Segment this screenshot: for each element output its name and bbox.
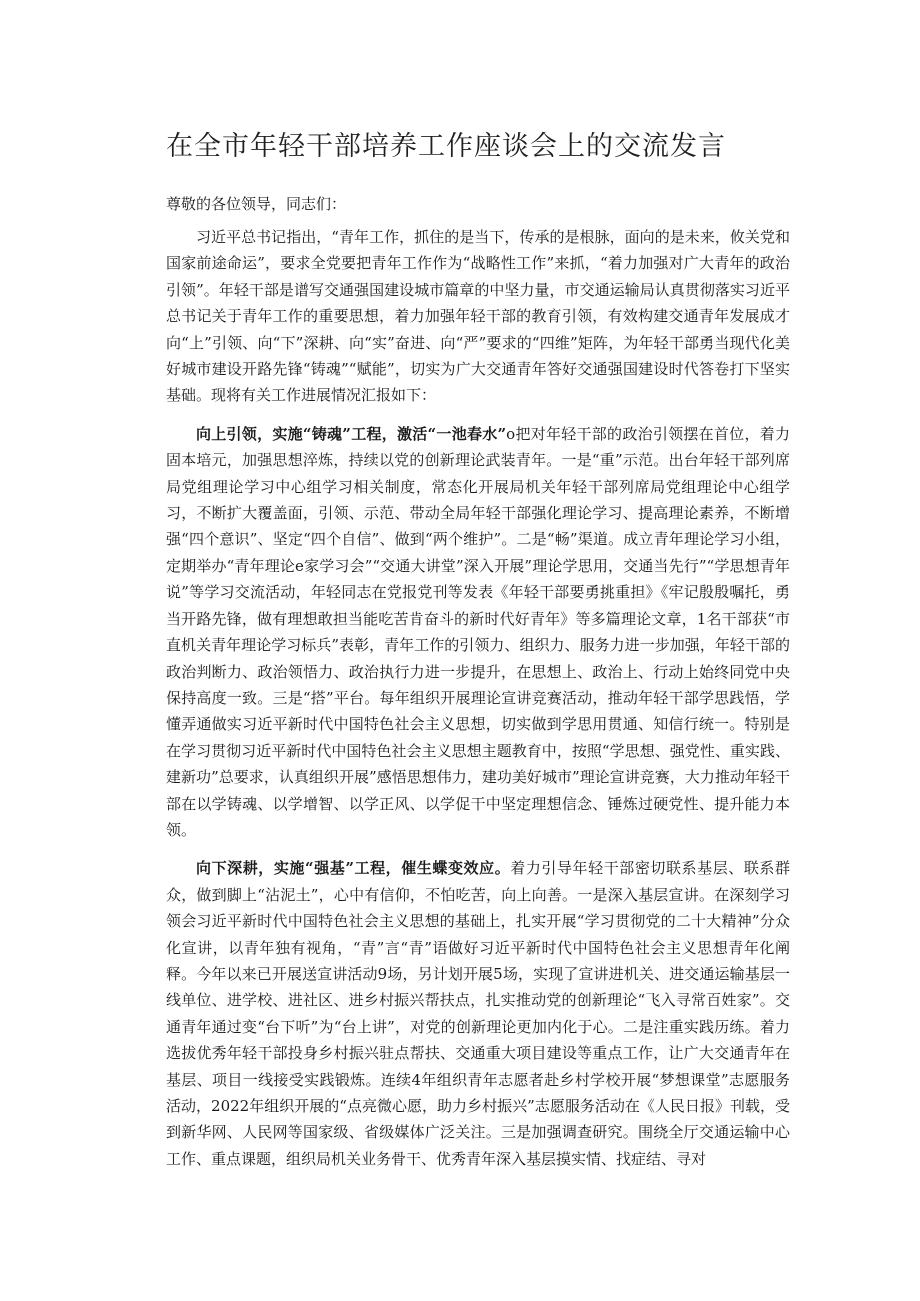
section-upward-guidance-body: o把对年轻干部的政治引领摆在首位，着力固本培元，加强思想淬炼，持续以党的创新理论武装青年。一是“重”示范。出台年轻干部列席局党组理论学习中心组学习相关制度，常态化开展局机关年轻干部列席局党组理论中心组学习，不断扩大覆盖面，引领、示范、带动全局年轻干部强化理论学习、提高理论素养，不断增强“四个意识”、坚定“四个自信”、做到“两个维护”。二是“畅”渠道。成立青年理论学习小组，定期举办“青年理论e家学习会”“交通大讲堂”深入开展”理论学思用，交通当先行”“学思想青年说”等学习交流活动，年轻同志在党报党刊等发表《年轻干部要勇挑重担》《牢记殷殷嘱托，勇当开路先锋，做有理想敢担当能吃苦肯奋斗的新时代好青年》等多篇理论文章，1名干部获“市直机关青年理论学习标兵”表彰，青年工作的引领力、组织力、服务力进一步加强，年轻干部的政治判断力、政治领悟力、政治执行力进一步提升，在思想上、政治上、行动上始终同党中央保持高度一致。三是“搭”平台。每年组织开展理论宣讲竞赛活动，推动年轻干部学思践悟，学懂弄通做实习近平新时代中国特色社会主义思想，切实做到学思用贯通、知信行统一。特别是在学习贯彻习近平新时代中国特色社会主义思想主题教育中，按照“学思想、强党性、重实践、建新功”总要求，认真组织开展”感悟思想伟力，建功美好城市”理论宣讲竞赛，大力推动年轻干部在以学铸魂、以学增智、以学正风、以学促干中坚定理想信念、锤炼过硬党性、提升能力本领。 — [166, 424, 790, 839]
intro-paragraph: 习近平总书记指出，“青年工作，抓住的是当下，传承的是根脉，面向的是未来，攸关党和国家前途命运”，要求全党要把青年工作作为“战略性工作”来抓，“着力加强对广大青年的政治引领”。年轻干部是谱写交通强国建设城市篇章的中坚力量，市交通运输局认真贯彻落实习近平总书记关于青年工作的重要思想，着力加强年轻干部的教育引领，有效构建交通青年发展成才向“上”引领、向“下”深耕、向“实”奋进、向“严”要求的“四维”矩阵，为年轻干部勇当现代化美好城市建设开路先锋“铸魂”“赋能”，切实为广大交通青年答好交通强国建设时代答卷打下坚实基础。现将有关工作进展情况汇报如下： — [166, 228, 790, 405]
document-title: 在全市年轻干部培养工作座谈会上的交流发言 — [166, 131, 726, 162]
section-upward-guidance-heading: 向上引领，实施“铸魂”工程，激活“一池春水” — [196, 424, 507, 443]
salutation: 尊敬的各位领导，同志们： — [166, 195, 347, 213]
section-upward-guidance — [166, 421, 790, 844]
section-downward-cultivation-body: 着力引导年轻干部密切联系基层、联系群众，做到脚上“沾泥土”，心中有信仰，不怕吃苦，向上向善。一是深入基层宣讲。在深刻学习领会习近平新时代中国特色社会主义思想的基础上，扎实开展“学习贯彻党的二十大精神”分众化宣讲，以青年独有视角，“青”言“青”语做好习近平新时代中国特色社会主义思想青年化阐释。今年以来已开展送宣讲活动9场，另计划开展5场，实现了宣讲进机关、进交通运输基层一线单位、进学校、进社区、进乡村振兴帮扶点，扎实推动党的创新理论“飞入寻常百姓家”。交通青年通过变“台下听”为“台上讲”，对党的创新理论更加内化于心。二是注重实践历练。着力选拔优秀年轻干部投身乡村振兴驻点帮扶、交通重大项目建设等重点工作，让广大交通青年在基层、项目一线接受实践锻炼。连续4年组织青年志愿者赴乡村学校开展“梦想课堂”志愿服务活动，2022年组织开展的“点亮微心愿，助力乡村振兴”志愿服务活动在《人民日报》刊载，受到新华网、人民网等国家级、省级媒体广泛关注。三是加强调查研究。围绕全厅交通运输中心工作、重点课题，组织局机关业务骨干、优秀青年深入基层摸实情、找症结、寻对 — [166, 859, 790, 1168]
section-downward-cultivation — [166, 855, 790, 1172]
section-downward-cultivation-heading: 向下深耕，实施“强基”工程，催生蝶变效应。 — [196, 859, 511, 878]
